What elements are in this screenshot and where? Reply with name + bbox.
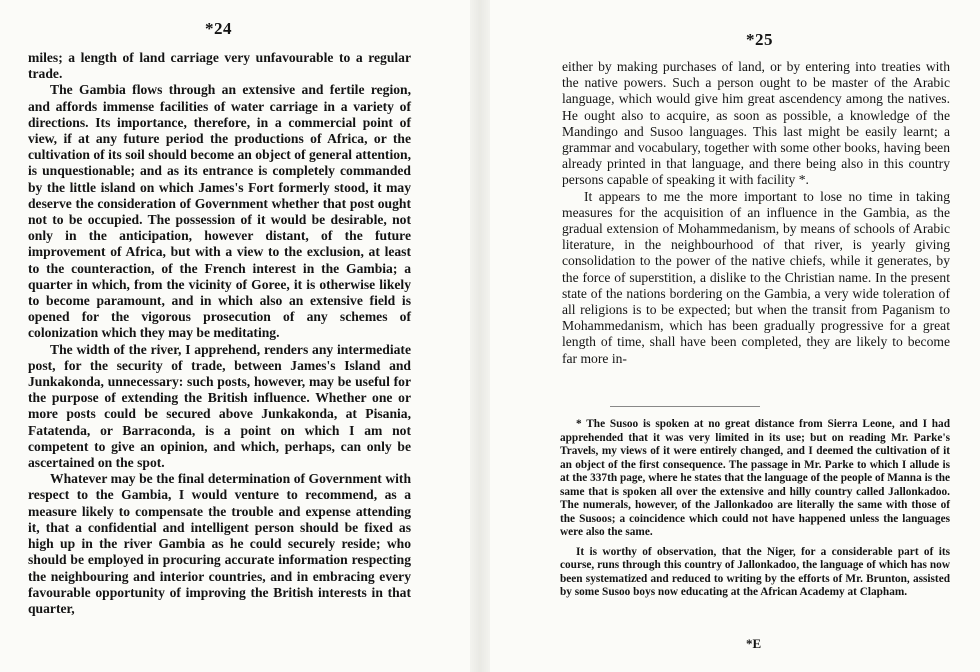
- footnote-1: * The Susoo is spoken at no great distance from Sierra Leone, and I had apprehended that it was very limited in its use; but on reading Mr. Parke's Travels, my views of it were entirely changed, and I deemed the cultivation of it an object of the first consequence. The passage in Mr. Parke to which I allude is at the 337th page, where he states that the language of the people of Manna is the same that is spoken all over the extensive and hilly country called Jallonkadoo. The numerals, however, of the Jallonkadoo are literally the same with those of the Susoos; a coincidence which could not have happened unless the languages were also the same.: [560, 418, 950, 538]
- footnotes: [560, 418, 950, 600]
- left-page-body: [28, 50, 411, 617]
- right-paragraph-1: either by making purchases of land, or by entering into treaties with the native powers. Such a person ought to be master of the Arabic language, which would give him great ascendency among the natives. He ought also to acquire, as soon as possible, a knowledge of the Mandingo and Susoo languages. This last might be easily learnt; a grammar and vocabulary, together with some other books, having been already printed in that language, and there being also in this country persons capable of speaking it with facility *.: [562, 59, 950, 188]
- footnote-rule: [610, 406, 760, 407]
- left-page-number: *24: [205, 19, 232, 38]
- left-paragraph-1: miles; a length of land carriage very unfavourable to a regular trade.: [28, 50, 411, 82]
- left-paragraph-3: The width of the river, I apprehend, renders any intermediate post, for the security of trade, between James's Island and Junkakonda, unnecessary: such posts, however, may be useful for the purpose of extending the British influence. Whether one or more posts could be secured above Junkakonda, at Pisania, Fatatenda, or Barraconda, is a point on which I am not competent to give an opinion, and which, perhaps, can only be ascertained on the spot.: [28, 341, 411, 471]
- left-paragraph-4: Whatever may be the final determination of Government with respect to the Gambia, I would venture to recommend, as a measure likely to compensate the trouble and expense attending it, that a confidential and intelligent person should be fixed as high up in the river Gambia as he could securely reside; who should be employed in procuring accurate information respecting the neighbouring and interior countries, and in embracing every favourable opportunity of improving the British interests in that quarter,: [28, 471, 411, 616]
- right-paragraph-2: It appears to me the more important to lose no time in taking measures for the acquisition of an influence in the Gambia, as the gradual extension of Mohammedanism, by means of schools of Arabic literature, in the neighbourhood of that river, is yearly giving consolidation to the power of the native chiefs, while it generates, by the force of superstition, a dislike to the Christian name. In the present state of the nations bordering on the Gambia, a very wide toleration of all religions is to be expected; but when the transit from Paganism to Mohammedanism, which has been gradually progressive for a great length of time, shall have been completed, they are likely to become far more in-: [562, 188, 950, 366]
- footnote-2: It is worthy of observation, that the Niger, for a considerable part of its course, runs through this country of Jallonkadoo, the language of which has now been systematized and reduced to writing by the efforts of Mr. Brunton, assisted by some Susoo boys now educating at the African Academy at Clapham.: [560, 545, 950, 598]
- signature-mark: *E: [746, 636, 762, 651]
- right-page: [490, 0, 980, 672]
- left-page: [0, 0, 470, 672]
- book-gutter: [470, 0, 490, 672]
- right-page-body: [562, 59, 950, 367]
- left-paragraph-2: The Gambia flows through an extensive and fertile region, and affords immense facilities of water carriage in a variety of directions. Its importance, therefore, in a commercial point of view, if at any future period the productions of Africa, or the cultivation of its soil should become an object of general attention, is unquestionable; and as its entrance is completely commanded by the little island on which James's Fort formerly stood, it may deserve the consideration of Government whether that post ought not to be occupied. The possession of it would be desirable, not only in the anticipation, however distant, of the future improvement of Africa, but with a view to the exclusion, at least to the counteraction, of the French interest in the Gambia; a quarter in which, from the vicinity of Goree, it is otherwise likely to become paramount, and in which also an extensive field is opened for the vigorous prosecution of any schemes of colonization which they may be meditating.: [28, 82, 411, 341]
- right-page-number: *25: [746, 30, 773, 49]
